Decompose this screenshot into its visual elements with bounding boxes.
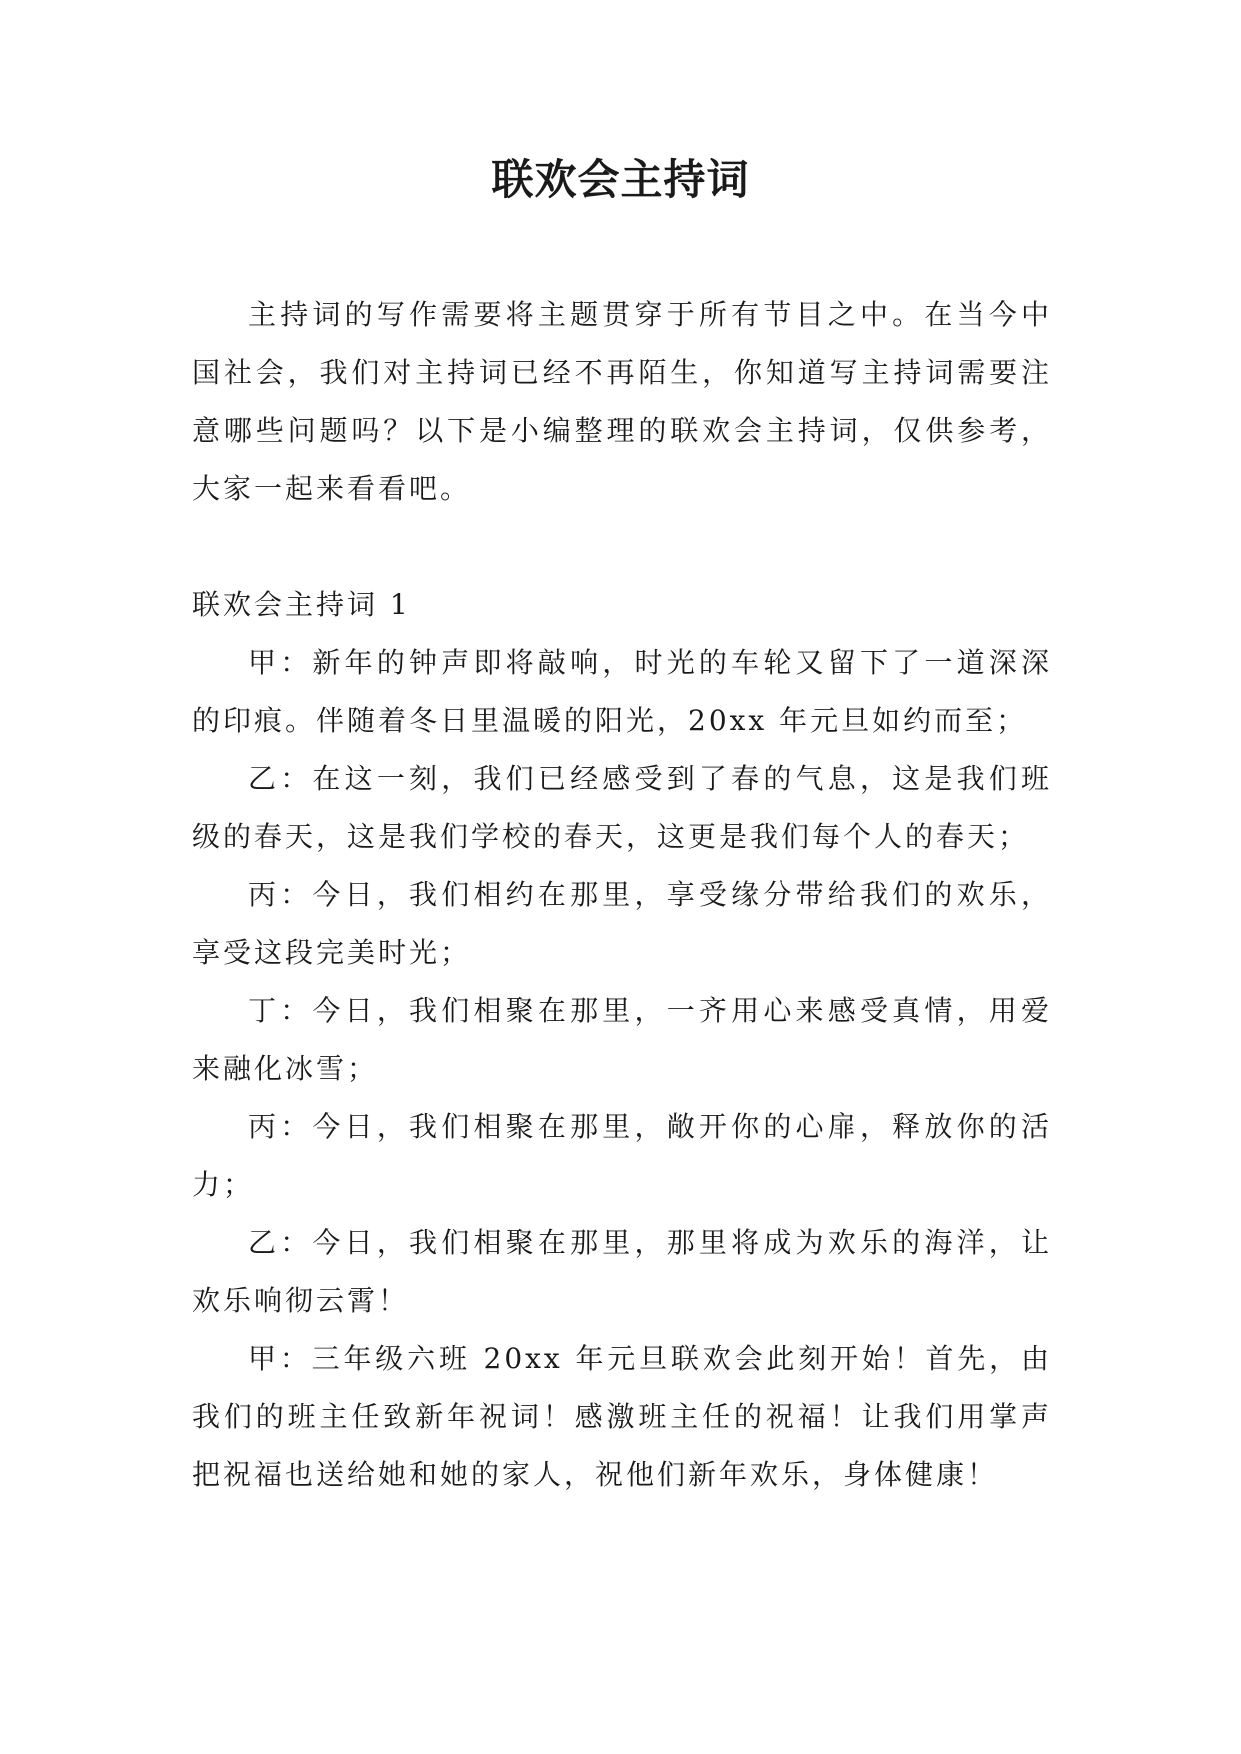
dialogue-paragraph: 乙：今日，我们相聚在那里，那里将成为欢乐的海洋，让欢乐响彻云霄！ xyxy=(192,1226,1052,1317)
dialogue-paragraph: 丙：今日，我们相约在那里，享受缘分带给我们的欢乐，享受这段完美时光； xyxy=(192,878,1052,969)
dialogue-paragraph: 丁：今日，我们相聚在那里，一齐用心来感受真情，用爱来融化冰雪； xyxy=(192,994,1052,1085)
dialogue-paragraph: 丙：今日，我们相聚在那里，敞开你的心扉，释放你的活力； xyxy=(192,1110,1052,1201)
dialogue-paragraph: 甲：三年级六班 20xx 年元旦联欢会此刻开始！首先，由我们的班主任致新年祝词！感激班主任的祝福！让我们用掌声把祝福也送给她和她的家人，祝他们新年欢乐，身体健康！ xyxy=(192,1342,1052,1491)
dialogue-paragraph: 甲：新年的钟声即将敲响，时光的车轮又留下了一道深深的印痕。伴随着冬日里温暖的阳光，20xx 年元旦如约而至； xyxy=(192,646,1052,737)
document-title: 联欢会主持词 xyxy=(491,155,750,204)
section-heading: 联欢会主持词 1 xyxy=(192,588,411,621)
document-body xyxy=(192,286,1052,1504)
intro-paragraph: 主持词的写作需要将主题贯穿于所有节目之中。在当今中国社会，我们对主持词已经不再陌生，你知道写主持词需要注意哪些问题吗？以下是小编整理的联欢会主持词，仅供参考，大家一起来看看吧。 xyxy=(192,298,1052,505)
dialogue-paragraph: 乙：在这一刻，我们已经感受到了春的气息，这是我们班级的春天，这是我们学校的春天，这更是我们每个人的春天； xyxy=(192,762,1052,853)
